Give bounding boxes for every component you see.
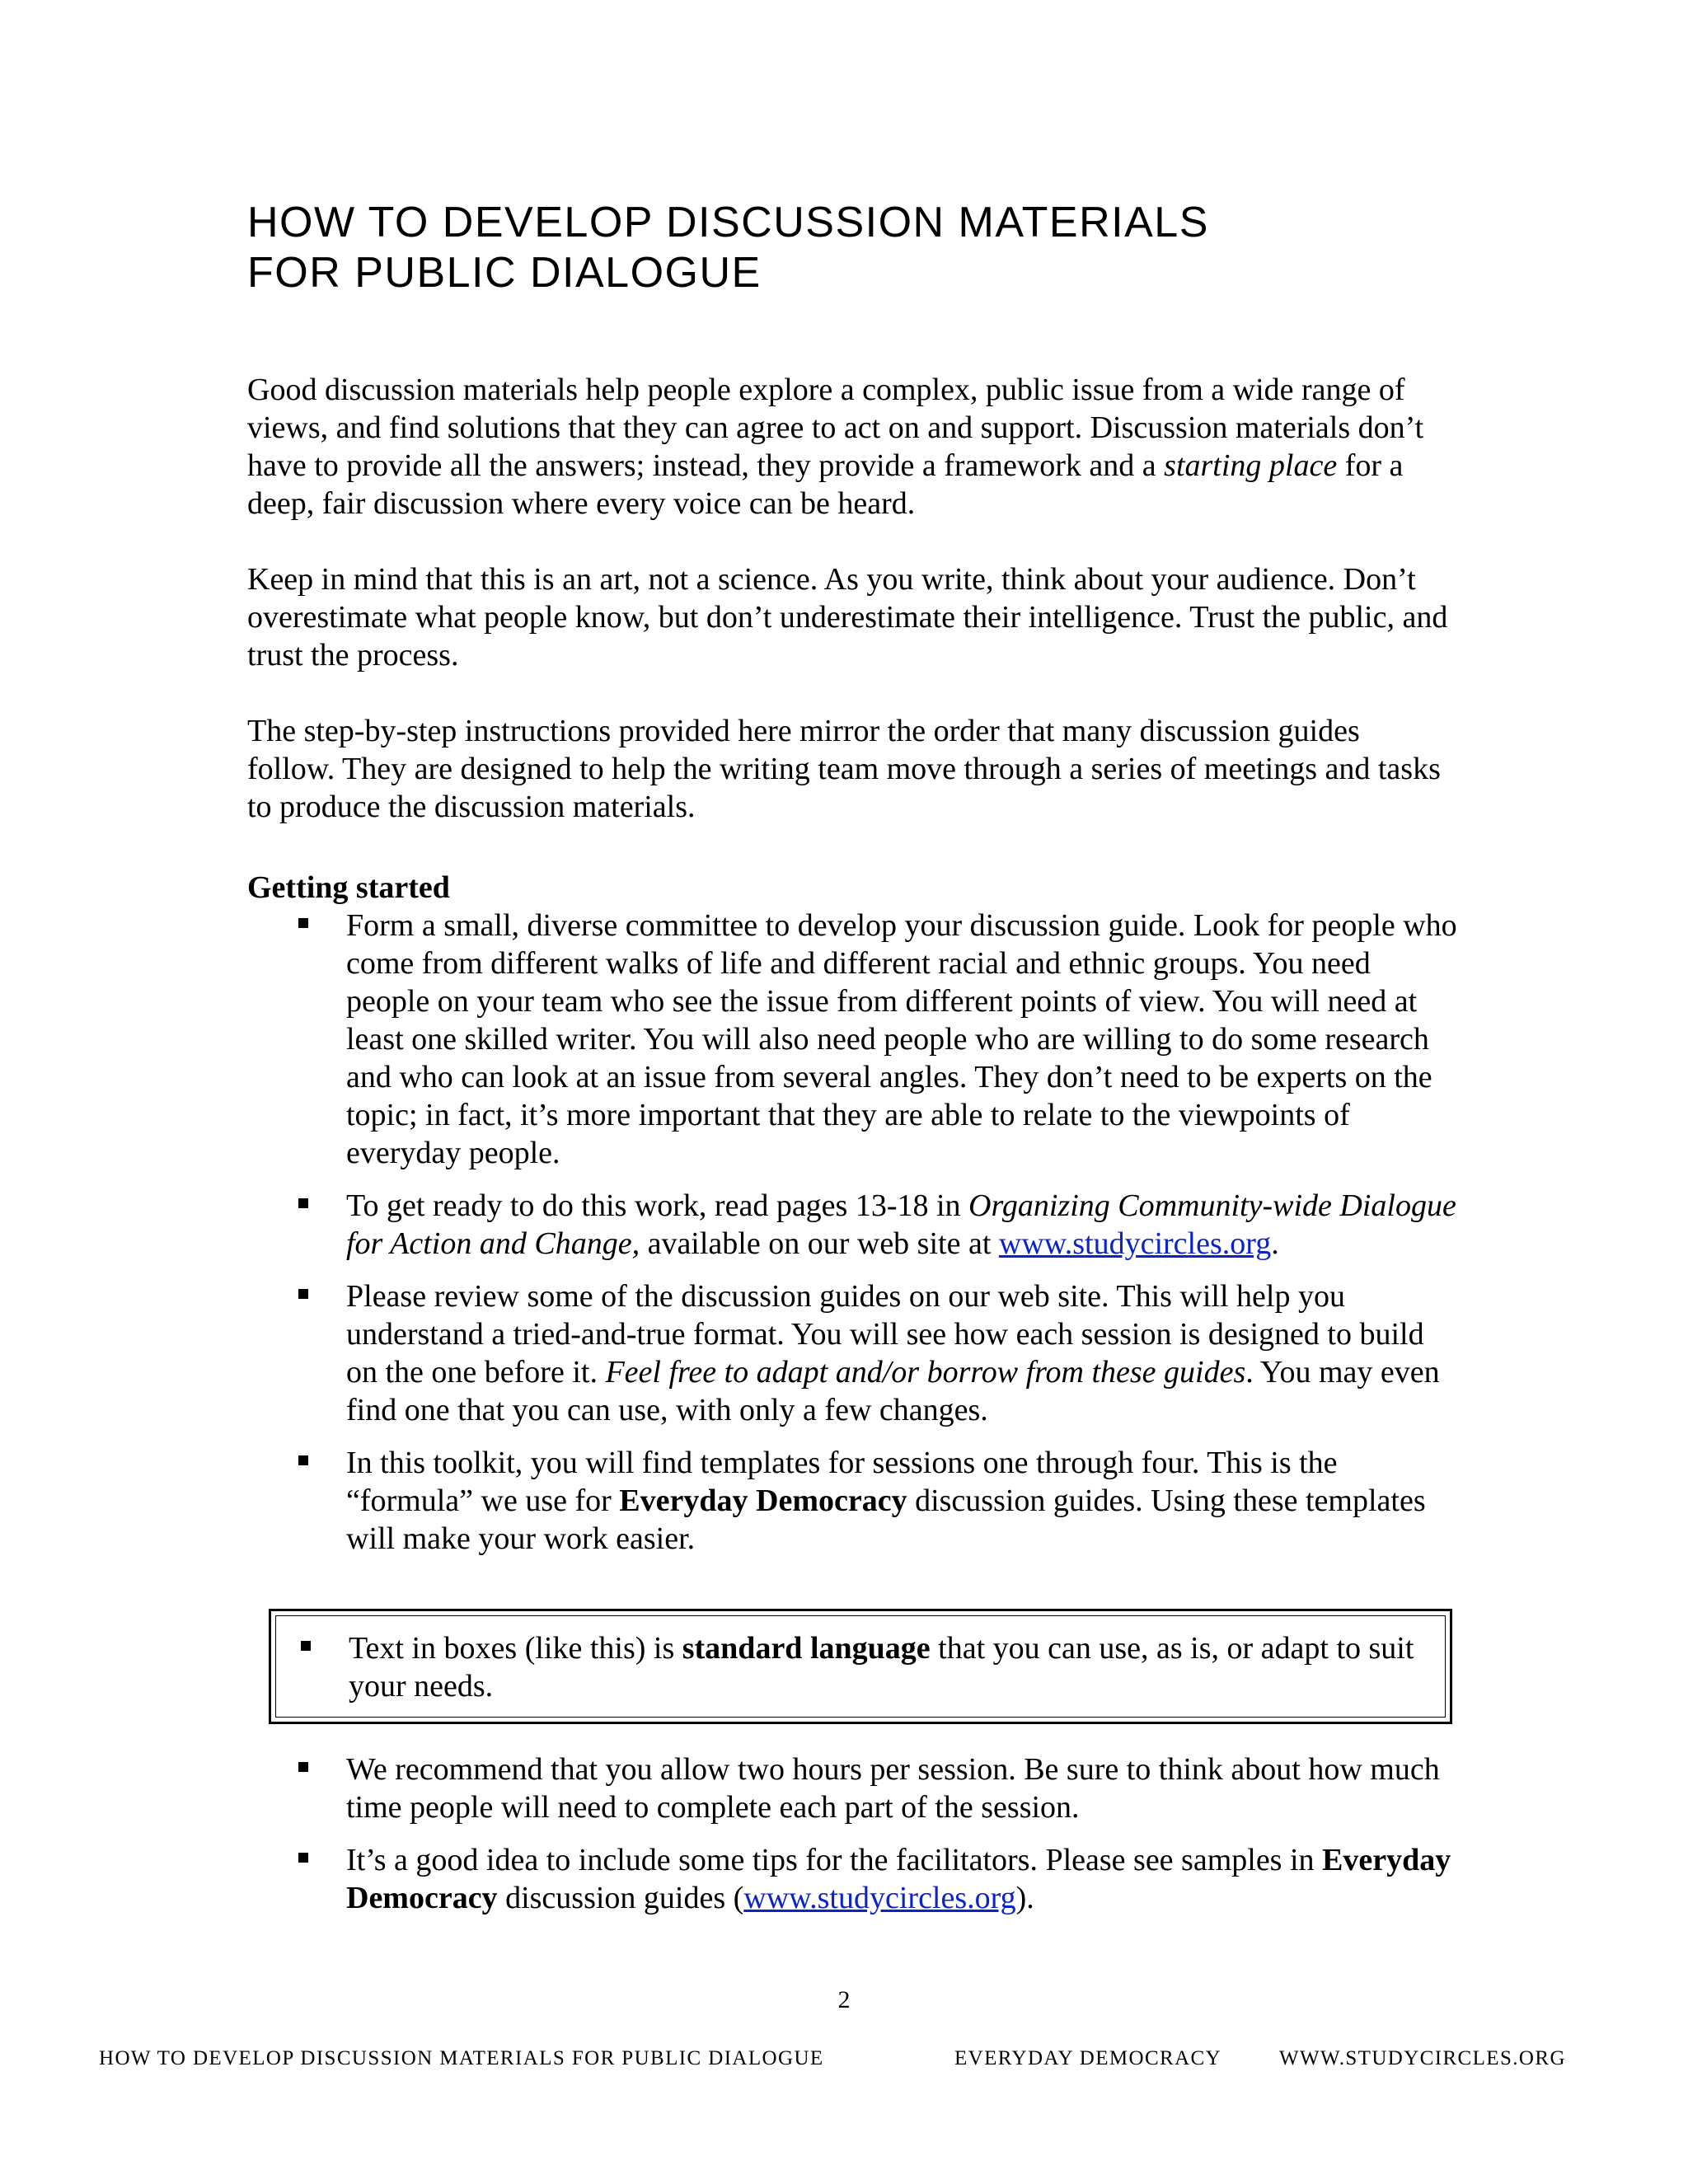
intro-section — [247, 371, 1451, 826]
brand-name: Everyday Democracy — [346, 1843, 1451, 1915]
standard-language-box — [269, 1609, 1452, 1724]
getting-started-list — [247, 907, 1459, 1572]
footer-document-title: HOW TO DEVELOP DISCUSSION MATERIALS FOR PUBLIC DIALOGUE — [99, 2047, 824, 2069]
list-item: It’s a good idea to include some tips for the facilitators. Please see samples in Everyday Democracy discussion guides (www.studycircles.org). — [247, 1841, 1459, 1917]
square-bullet-icon — [298, 1198, 308, 1208]
footer-organization: EVERYDAY DEMOCRACY — [954, 2047, 1222, 2069]
list-item: Form a small, diverse committee to develop your discussion guide. Look for people who come from different walks of life and different racial and ethnic groups. You need people on your team who see the issue from different points of view. You will need at least one skilled writer. You will also need people who are willing to do some research and who can look at an issue from several angles. They don’t need to be experts on the topic; in fact, it’s more important that they are able to relate to the viewpoints of everyday people. — [247, 907, 1459, 1172]
square-bullet-icon — [298, 1455, 308, 1465]
intro-paragraph-3: The step-by-step instructions provided here mirror the order that many discussion guides follow. They are designed to help the writing team move through a series of meetings and tasks to produce the discussion materials. — [247, 714, 1441, 824]
list-item: Text in boxes (like this) is standard language that you can use, as is, or adapt to suit your needs. — [250, 1629, 1453, 1705]
page-title — [247, 198, 1484, 298]
intro-paragraph-1: Good discussion materials help people explore a complex, public issue from a wide range of views, and find solutions that they can agree to act on and support. Discussion materials don’t have to provide all the answers; instead, they provide a framework and a starting place for a deep, fair discussion where every voice can be heard. — [247, 373, 1424, 521]
getting-started-list-continued — [247, 1750, 1459, 1932]
emphasis-standard-language: standard language — [682, 1631, 931, 1666]
intro-paragraph-2: Keep in mind that this is an art, not a science. As you write, think about your audience. Don’t overestimate what people know, but don’t underestimate their intelligence. Trust the public, and trust the process. — [247, 562, 1448, 673]
list-item: Please review some of the discussion guides on our web site. This will help you understand a tried-and-true format. You will see how each session is designed to build on the one before it. Feel free to adapt and/or borrow from these guides. You may even find one that you can use, with only a few changes. — [247, 1277, 1459, 1429]
brand-name: Everyday Democracy — [619, 1483, 907, 1518]
title-line-1: HOW TO DEVELOP DISCUSSION MATERIALS — [247, 199, 1209, 246]
square-bullet-icon — [298, 1289, 308, 1299]
square-bullet-icon — [298, 918, 308, 928]
square-bullet-icon — [301, 1641, 311, 1651]
studycircles-link[interactable]: www.studycircles.org — [998, 1226, 1272, 1261]
footer-website: WWW.STUDYCIRCLES.ORG — [1279, 2047, 1566, 2069]
square-bullet-icon — [298, 1853, 308, 1863]
page-number: 2 — [837, 1986, 851, 2013]
book-title: Organizing Community-wide Dialogue for Action and Change, — [346, 1188, 1456, 1261]
list-item: To get ready to do this work, read pages 13-18 in Organizing Community-wide Dialogue for Action and Change, available on our web site at www.studycircles.org. — [247, 1187, 1459, 1263]
emphasis-starting-place: starting place — [1164, 448, 1338, 483]
title-line-2: FOR PUBLIC DIALOGUE — [247, 249, 762, 297]
studycircles-link[interactable]: www.studycircles.org — [743, 1881, 1016, 1915]
boxed-list — [250, 1629, 1453, 1720]
square-bullet-icon — [298, 1762, 308, 1772]
emphasis-feel-free: Feel free to adapt and/or borrow from these guides — [605, 1355, 1246, 1390]
section-heading-getting-started: Getting started — [247, 870, 450, 905]
list-item: In this toolkit, you will find templates for sessions one through four. This is the “formula” we use for Everyday Democracy discussion guides. Using these templates will make your work easier. — [247, 1444, 1459, 1558]
list-item: We recommend that you allow two hours per session. Be sure to think about how much time people will need to complete each part of the session. — [247, 1750, 1459, 1826]
